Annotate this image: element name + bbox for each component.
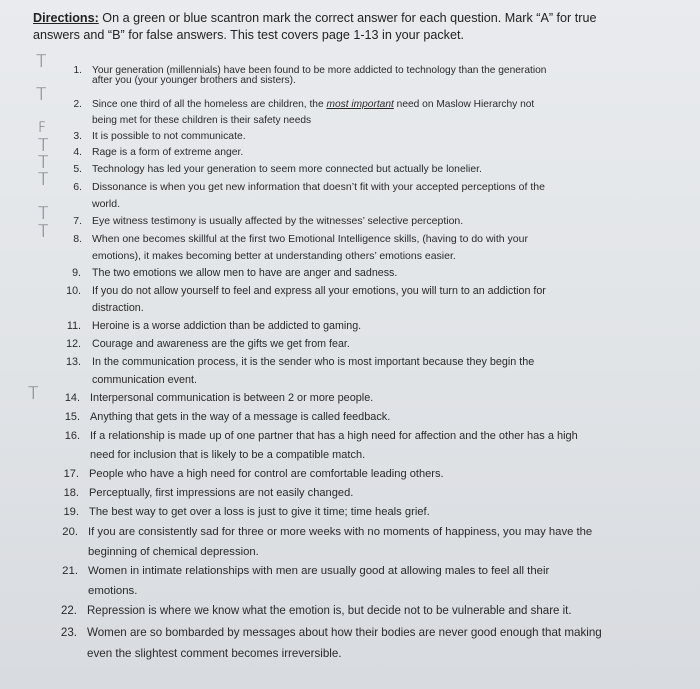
question-number: 6. xyxy=(73,181,82,193)
question-text-line: If a relationship is made up of one partner that has a high need for affection and the other has a high xyxy=(90,430,578,442)
emphasis-text: most important xyxy=(326,99,394,110)
question-text-line: even the slightest comment becomes irreversible. xyxy=(87,647,342,660)
question-text-line: The best way to get over a loss is just to give it time; time heals grief. xyxy=(89,506,430,518)
handwritten-answer-mark: T xyxy=(38,222,49,242)
question-text-line: When one becomes skillful at the first two Emotional Intelligence skills, (having to do with your xyxy=(92,233,528,245)
question-text-line: communication event. xyxy=(92,374,198,386)
question-number: 21. xyxy=(62,565,78,577)
question-number: 22. xyxy=(61,605,77,617)
question-number: 4. xyxy=(73,147,82,158)
handwritten-answer-mark: T xyxy=(28,384,39,404)
question-text-line: Interpersonal communication is between 2 or more people. xyxy=(90,392,374,404)
question-number: 2. xyxy=(73,99,82,110)
handwritten-answer-mark: T xyxy=(38,204,49,224)
question-number: 17. xyxy=(63,468,79,480)
question-number: 1. xyxy=(73,65,82,76)
question-text-line: after you (your younger brothers and sisters). xyxy=(92,75,296,87)
handwritten-answer-mark: T xyxy=(38,153,49,173)
question-number: 15. xyxy=(64,411,80,423)
question-number: 3. xyxy=(73,131,82,142)
question-number: 5. xyxy=(73,164,82,175)
question-number: 12. xyxy=(66,338,81,350)
directions-text-1: On a green or blue scantron mark the correct answer for each question. Mark “A” for true xyxy=(98,11,597,25)
question-number: 16. xyxy=(64,430,80,442)
question-text-line: Repression is where we know what the emotion is, but decide not to be vulnerable and share it. xyxy=(87,605,572,617)
question-number: 23. xyxy=(60,626,77,639)
question-text-line: Perceptually, first impressions are not easily changed. xyxy=(89,487,354,499)
question-text-line: need for inclusion that is likely to be a compatible match. xyxy=(90,449,366,461)
question-number: 14. xyxy=(64,392,80,404)
question-text-line: Women are so bombarded by messages about how their bodies are never good enough that making xyxy=(87,626,602,639)
question-number: 19. xyxy=(63,506,79,518)
question-text-line: being met for these children is their safety needs xyxy=(92,115,312,126)
question-number: 18. xyxy=(63,487,79,499)
question-text-line: Heroine is a worse addiction than be addicted to gaming. xyxy=(92,320,362,332)
question-text-line: Your generation (millennials) have been found to be more addicted to technology than the generation xyxy=(92,65,547,76)
directions-line-1 xyxy=(33,10,653,27)
question-number: 9. xyxy=(72,267,81,279)
question-number: 7. xyxy=(73,215,82,227)
question-text-line: People who have a high need for control are comfortable leading others. xyxy=(89,468,444,480)
question-text-line: beginning of chemical depression. xyxy=(88,546,259,558)
question-text-line: Since one third of all the homeless are children, the most important need on Maslow Hierarchy not xyxy=(92,99,535,110)
question-number: 20. xyxy=(62,526,78,538)
question-text-line: If you are consistently sad for three or more weeks with no moments of happiness, you may have the xyxy=(88,526,593,538)
question-text-line: It is possible to not communicate. xyxy=(92,131,246,142)
directions xyxy=(33,10,653,44)
handwritten-answer-mark: T xyxy=(38,170,49,190)
question-number: 11. xyxy=(66,320,81,332)
question-text-line: Dissonance is when you get new information that doesn’t fit with your accepted perceptions of the xyxy=(92,181,545,193)
handwritten-answer-mark: T xyxy=(36,52,47,72)
question-text-line: Eye witness testimony is usually affected by the witnesses’ selective perception. xyxy=(92,215,464,227)
handwritten-answer-mark: T xyxy=(36,85,47,105)
question-text-line: Rage is a form of extreme anger. xyxy=(92,147,244,158)
question-text-line: Courage and awareness are the gifts we get from fear. xyxy=(92,338,350,350)
question-text-line: distraction. xyxy=(92,302,144,314)
handwritten-answer-mark: T xyxy=(38,136,49,156)
directions-line-2: answers and “B” for false answers. This test covers page 1-13 in your packet. xyxy=(33,28,464,42)
question-number: 8. xyxy=(73,233,82,245)
question-text-line: Technology has led your generation to seem more connected but actually be lonelier. xyxy=(92,164,482,175)
question-text-line: The two emotions we allow men to have are anger and sadness. xyxy=(92,267,398,279)
question-text-line: In the communication process, it is the sender who is most important because they begin the xyxy=(92,356,535,368)
question-text-line: world. xyxy=(92,198,121,210)
question-text-line: If you do not allow yourself to feel and express all your emotions, you will turn to an addiction for xyxy=(92,285,546,297)
question-text-line: emotions. xyxy=(88,585,138,597)
handwritten-answer-mark: F xyxy=(38,120,47,136)
question-number: 13. xyxy=(65,356,81,368)
question-text-line: Women in intimate relationships with men are usually good at allowing males to feel all their xyxy=(88,565,550,577)
question-text-line: Anything that gets in the way of a message is called feedback. xyxy=(90,411,391,423)
question-text-line: emotions), it makes becoming better at understanding others’ emotions easier. xyxy=(92,249,456,262)
question-number: 10. xyxy=(66,285,81,297)
directions-lead: Directions: xyxy=(33,11,99,25)
